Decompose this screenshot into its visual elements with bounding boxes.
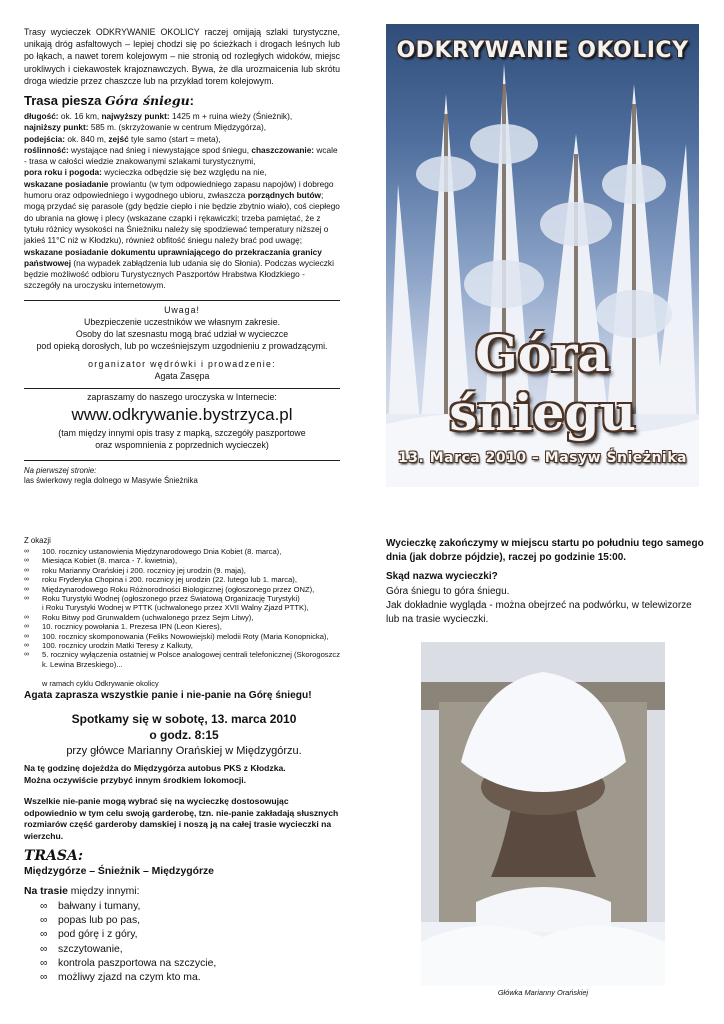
descent-label: zejść	[108, 133, 129, 144]
route-details	[24, 111, 342, 292]
okazje-item: ∞ roku Marianny Orańskiej i 200. rocznicy jej urodzin (9. maja),	[24, 566, 344, 575]
statue-photo	[421, 642, 665, 986]
internet-desc-2: oraz wspomnienia z poprzednich wycieczek)	[95, 440, 269, 450]
website-link[interactable]: www.odkrywanie.bystrzyca.pl	[71, 405, 293, 424]
trasa-item: ∞ kontrola paszportowa na szczycie,	[40, 957, 340, 971]
organizer-name: Agata Zasępa	[154, 371, 210, 382]
okazje-item: ∞ 100. rocznicy ustanowienia Międzynarodowego Dnia Kobiet (8. marca),	[24, 547, 344, 556]
okazje-item: ∞ Miesiąca Kobiet (8. marca - 7. kwietnia),	[24, 556, 344, 565]
trasa-item: ∞ pod górę i z góry,	[40, 928, 340, 942]
season-label: pora roku i pogoda:	[24, 167, 102, 178]
detail-row-season	[24, 167, 342, 178]
name-answer-1: Góra śniegu to góra śniegu.	[386, 586, 510, 597]
cover-big-title: Góra śniegu	[449, 324, 636, 442]
divider-3	[24, 460, 340, 461]
lowest-value: 585 m. (skrzyżowanie w centrum Międzygórza),	[88, 122, 267, 133]
uwaga-line-1: Ubezpieczenie uczestników we własnym zakresie.	[83, 317, 281, 328]
meeting-time: o godz. 8:15	[149, 728, 219, 742]
uwaga-title: Uwaga!	[164, 305, 200, 315]
okazje-item: ∞ 5. rocznicy wyłączenia ostatniej w Polsce analogowej centrali telefonicznej (Skorogoszcz k. Lewina Brzeskiego)...	[24, 650, 344, 669]
vegetation-value: wystające nad śnieg i niewystające spod śniegu,	[68, 144, 252, 155]
ascent-value: ok. 840 m,	[65, 133, 109, 144]
okazje-item: ∞ Międzynarodowego Roku Różnorodności Biologicznej (ogłoszonego przez ONZ),	[24, 585, 344, 594]
season-value: wycieczka odbędzie się bez względu na nie,	[101, 167, 267, 178]
trasa-route: Międzygórze – Śnieżnik – Międzygórze	[24, 866, 214, 877]
trasa-heading: TRASA:	[24, 848, 84, 864]
detail-row-equipment	[24, 179, 342, 292]
bushwhack-value: wcale - trasa w całości wiedzie znakowanymi szlakami turystycznymi,	[24, 144, 338, 167]
bus-info	[24, 763, 344, 786]
cover-photo	[386, 24, 699, 487]
trasa-piesza-colon: :	[189, 93, 195, 108]
cover-date-line: 13. Marca 2010 – Masyw Śnieżnika	[398, 450, 687, 466]
uwaga-block	[24, 304, 340, 383]
ascent-label: podejścia:	[24, 133, 66, 144]
first-page-note	[24, 466, 198, 486]
trasa-piesza-label: Trasa piesza	[24, 93, 102, 108]
bushwhack-label: chaszczowanie:	[251, 144, 315, 155]
highest-label: najwyższy punkt:	[101, 111, 170, 121]
document-value: (na wypadek zabłądzenia lub udania się do Słonia). Podczas wycieczki będzie możliwość odbioru Turystycznych Paszportów Hrabstwa Kłodzkiego - szczegóły na uroczysku internetowym.	[24, 257, 334, 291]
length-value: ok. 16 km,	[58, 111, 102, 121]
okazje-item: ∞ roku Fryderyka Chopina i 200. rocznicy jej urodzin (22. lutego lub 1. marca),	[24, 575, 344, 584]
na-trasie-line	[24, 886, 140, 897]
equipment-label: wskazane posiadanie	[24, 178, 109, 189]
boots-value: ; mogą przydać się parasole (gdy będzie ciepło i nie będzie zbytnio wiało), coś ciepłego do ubrania na głowę i plecy (wskazane czapki i rękawiczki; trzeba pamiętać, że z tytułu różnicy wysokości na Śnieżniku należy się spodziewać temperatury niższej o jakieś 11°C niż w Kłodzku), również obfitość śniegu należy brać pod uwagę;	[24, 190, 340, 246]
dress-code: Wszelkie nie-panie mogą wybrać się na wycieczkę dostosowując odpowiednio w tym celu swoją garderobę, tzn. nie-panie zakładają słusznych rozmiarów część garderoby damskiej i noszą ją na całej trasie wycieczki na wierzchu.	[24, 796, 339, 841]
bus-line-1: Na tę godzinę dojeżdża do Międzygórza autobus PKS z Kłodzka.	[24, 763, 286, 773]
okazje-footer: w ramach cyklu Odkrywanie okolicy	[42, 679, 159, 688]
trasa-item: ∞ szczytowanie,	[40, 943, 340, 957]
trasa-item: ∞ bałwany i tumany,	[40, 900, 340, 914]
na-trasie-label: Na trasie	[24, 886, 68, 897]
descent-value: tyle samo (start = meta),	[128, 133, 221, 144]
boots-label: porządnych butów	[247, 190, 321, 201]
internet-invite: zapraszamy do naszego uroczyska w Internecie:	[87, 392, 277, 402]
cover-top-title: ODKRYWANIE OKOLICY	[396, 38, 689, 63]
highest-value: 1425 m + ruina wieży (Śnieżnik),	[169, 111, 293, 121]
detail-row-lowest	[24, 122, 342, 133]
trasa-item: ∞ możliwy zjazd na czym kto ma.	[40, 971, 340, 985]
trasa-piesza-heading	[24, 93, 194, 108]
detail-row-length	[24, 111, 342, 122]
internet-desc-1: (tam między innymi opis trasy z mapką, szczegóły paszportowe	[58, 428, 306, 438]
length-label: długość:	[24, 111, 59, 121]
name-answer	[386, 585, 704, 627]
first-page-text: las świerkowy regla dolnego w Masywie Śnieżnika	[24, 476, 198, 485]
statue-caption: Główka Marianny Orańskiej	[497, 988, 589, 997]
trasa-list	[40, 900, 340, 985]
end-info: Wycieczkę zakończymy w miejscu startu po południu tego samego dnia (jak dobrze pójdzie), raczej po godzinie 15:00.	[386, 538, 704, 563]
okazje-label: Z okazji	[24, 536, 51, 545]
okazje-item: ∞ 100. rocznicy urodzin Matki Teresy z Kalkuty,	[24, 641, 344, 650]
first-page-label: Na pierwszej stronie:	[24, 466, 97, 475]
detail-row-ascent	[24, 134, 342, 145]
name-question: Skąd nazwa wycieczki?	[386, 571, 498, 582]
vegetation-label: roślinność:	[24, 144, 69, 155]
uwaga-line-3: pod opieką dorosłych, lub po wcześniejszym uzgodnieniu z prowadzącymi.	[36, 341, 328, 352]
trasa-piesza-name: Góra śniegu	[104, 93, 190, 108]
equipment-value: prowiantu (w tym odpowiedniego zapasu napojów) i dobrego humoru oraz odpowiedniego i wygodnego ubioru, zwłaszcza	[24, 178, 334, 201]
divider-2	[24, 388, 340, 389]
name-answer-2: Jak dokładnie wygląda - można obejrzeć na podwórku, w telewizorze lub na trasie wycieczki.	[386, 600, 692, 625]
invite-headline: Agata zaprasza wszystkie panie i nie-panie na Górę śniegu!	[24, 690, 312, 701]
okazje-item: ∞ 10. rocznicy powołania 1. Prezesa IPN (Leon Kieres),	[24, 622, 344, 631]
snowy-statue-illustration	[421, 642, 665, 986]
detail-row-vegetation	[24, 145, 342, 168]
intro-paragraph: Trasy wycieczek ODKRYWANIE OKOLICY raczej omijają szlaki turystyczne, unikają dróg asfaltowych – lepiej chodzi się po ścieżkach i drogach leśnych lub po łąkach, a nawet torem kolejowym – nie stronią od rozległych widoków, miejsc urokliwych i ciekawostek krajoznawczych. Bywa, że dla urozmaicenia lub skrótu droga wiedzie przez chaszcze lub na przykład torem kolejowym.	[24, 27, 340, 86]
bus-line-2: Można oczywiście przybyć innym środkiem lokomocji.	[24, 774, 247, 785]
na-trasie-value: między innymi:	[67, 886, 140, 897]
organizer-label: organizator wędrówki i prowadzenie:	[88, 359, 276, 370]
lowest-label: najniższy punkt:	[24, 122, 89, 133]
okazje-item: ∞ Roku Bitwy pod Grunwaldem (uchwalonego przez Sejm Litwy),	[24, 613, 344, 622]
internet-block	[24, 391, 340, 451]
okazje-item: ∞ 100. rocznicy skomponowania (Feliks Nowowiejski) melodii Roty (Maria Konopnicka),	[24, 632, 344, 641]
trasa-item: ∞ popas lub po pas,	[40, 914, 340, 928]
okazje-list	[24, 547, 344, 669]
meeting-place: przy główce Marianny Orańskiej w Międzygórzu.	[66, 745, 302, 757]
uwaga-line-2: Osoby do lat szesnastu mogą brać udział w wycieczce	[75, 329, 289, 340]
okazje-item: ∞ Roku Turystyki Wodnej (ogłoszonego przez Światową Organizację Turystyki) i Roku Turystyki Wodnej w PTTK (uchwalonego przez XVII Walny Zjazd PTTK),	[24, 594, 344, 613]
meeting-block	[24, 711, 344, 759]
document-label: wskazane posiadanie dokumentu uprawniającego do przekraczania granicy państwowej	[24, 246, 322, 268]
meeting-date: Spotkamy się w sobotę, 13. marca 2010	[71, 712, 297, 726]
divider-1	[24, 300, 340, 301]
